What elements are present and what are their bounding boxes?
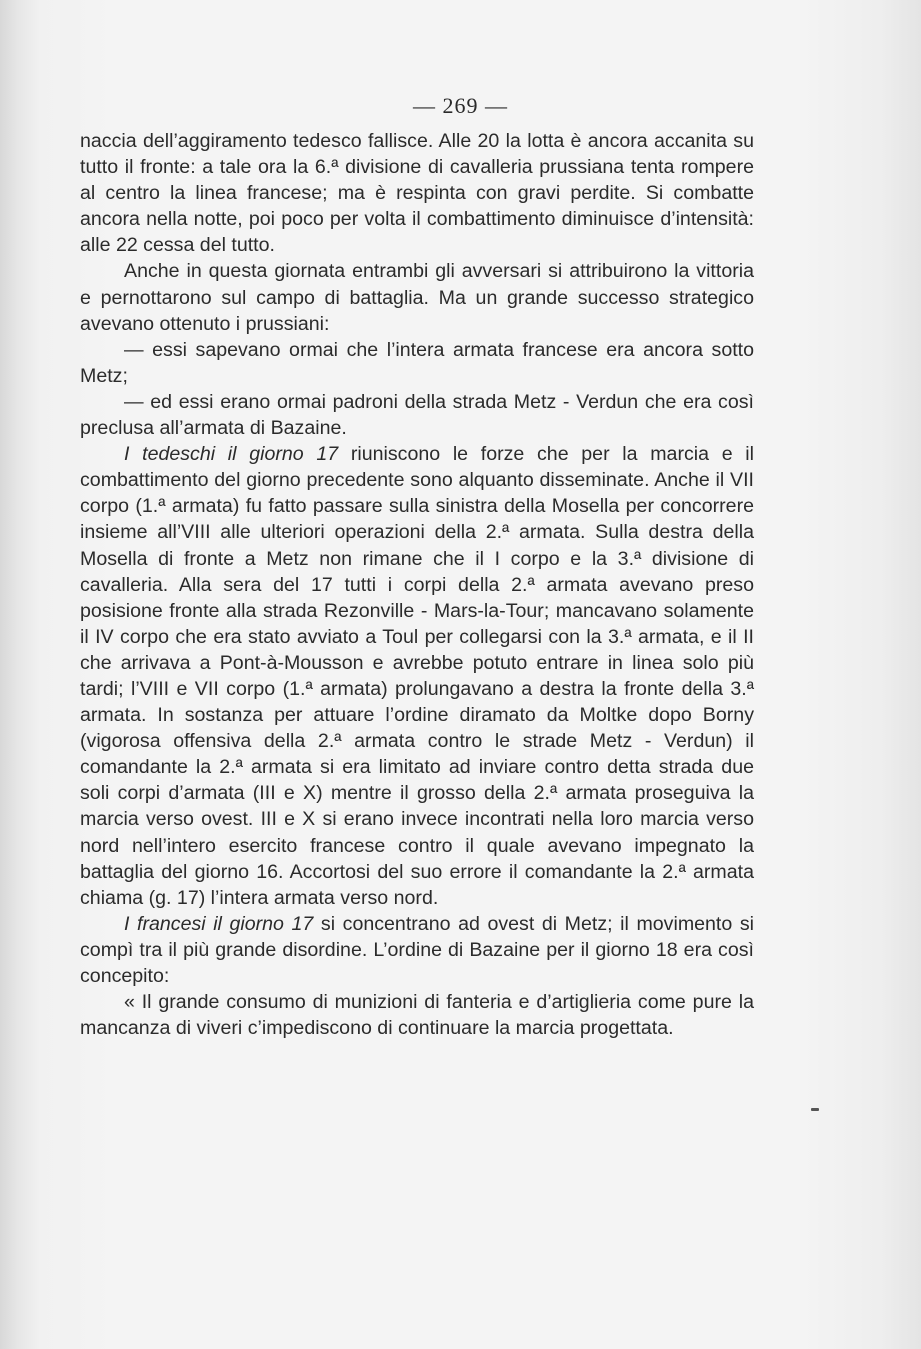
paragraph-body: si concentrano ad ovest di Metz; il movimento si compì tra il più grande disordine. L’ordine di Bazaine per il giorno 18 era così concepito: <box>80 912 755 987</box>
paragraph <box>80 911 754 989</box>
paragraph-body: riuniscono le forze che per la marcia e il combattimento del giorno precedente sono alquanto disseminate. Anche il VII corpo (1.ª armata) fu fatto passare sulla sinistra della Mosella per concorrere insieme all’VIII alle ulteriori operazioni della 2.ª armata. Sulla destra della Mosella di fronte a Metz non rimane che il I corpo e la 3.ª divisione di cavalleria. Alla sera del 17 tutti i corpi della 2.ª armata avevano preso posisione fronte alla strada Rezonville - Mars-la-Tour; mancavano solamente il IV corpo che era stato avviato a Toul per collegarsi con la 3.ª armata, e il II che arrivava a Pont-à-Mousson e avrebbe potuto entrare in linea solo più tardi; l’VIII e VII corpo (1.ª armata) prolungavano a destra la fronte della 3.ª armata. In sostanza per attuare l’ordine diramato da Moltke dopo Borny (vigorosa offensiva della 2.ª armata contro le strade Metz - Verdun) il comandante la 2.ª armata si era limitato ad inviare contro detta strada due soli corpi d’armata (III e X) mentre il grosso della 2.ª armata proseguiva la marcia verso ovest. III e X si erano invece incontrati nella loro marcia verso nord nell’intero esercito francese contro il quale avevano impegnato la battaglia del giorno 16. Accortosi del suo errore il comandante la 2.ª armata chiama (g. 17) l’intera armata verso nord. <box>80 443 754 909</box>
paragraph: — essi sapevano ormai che l’intera armata francese era ancora sotto Metz; <box>80 338 754 387</box>
paragraph: naccia dell’aggiramento tedesco fallisce. Alle 20 la lotta è ancora accanita su tutto il fronte: a tale ora la 6.ª divisione di cavalleria prussiana tenta rompere al centro la linea francese; ma è respinta con gravi perdite. Si combatte ancora nella notte, poi poco per volta il combattimento diminuisce d’intensità: alle 22 cessa del tutto. <box>80 130 754 257</box>
italic-lead: I tedeschi il giorno 17 <box>124 443 339 466</box>
page-number: — 269 — <box>413 93 508 118</box>
paragraph: — ed essi erano ormai padroni della strada Metz - Verdun che era così preclusa all’armata di Bazaine. <box>80 390 754 440</box>
body-text <box>80 128 754 1041</box>
paragraph: « Il grande consumo di munizioni di fanteria e d’artiglieria come pure la mancanza di viveri c’impediscono di continuare la marcia progettata. <box>80 991 754 1040</box>
ink-speck <box>811 1108 819 1111</box>
italic-lead: I francesi il giorno 17 <box>124 912 314 935</box>
paragraph <box>80 441 754 911</box>
paragraph: Anche in questa giornata entrambi gli avversari si attribuirono la vittoria e pernottarono sul campo di battaglia. Ma un grande successo strategico avevano ottenuto i prussiani: <box>80 260 754 335</box>
